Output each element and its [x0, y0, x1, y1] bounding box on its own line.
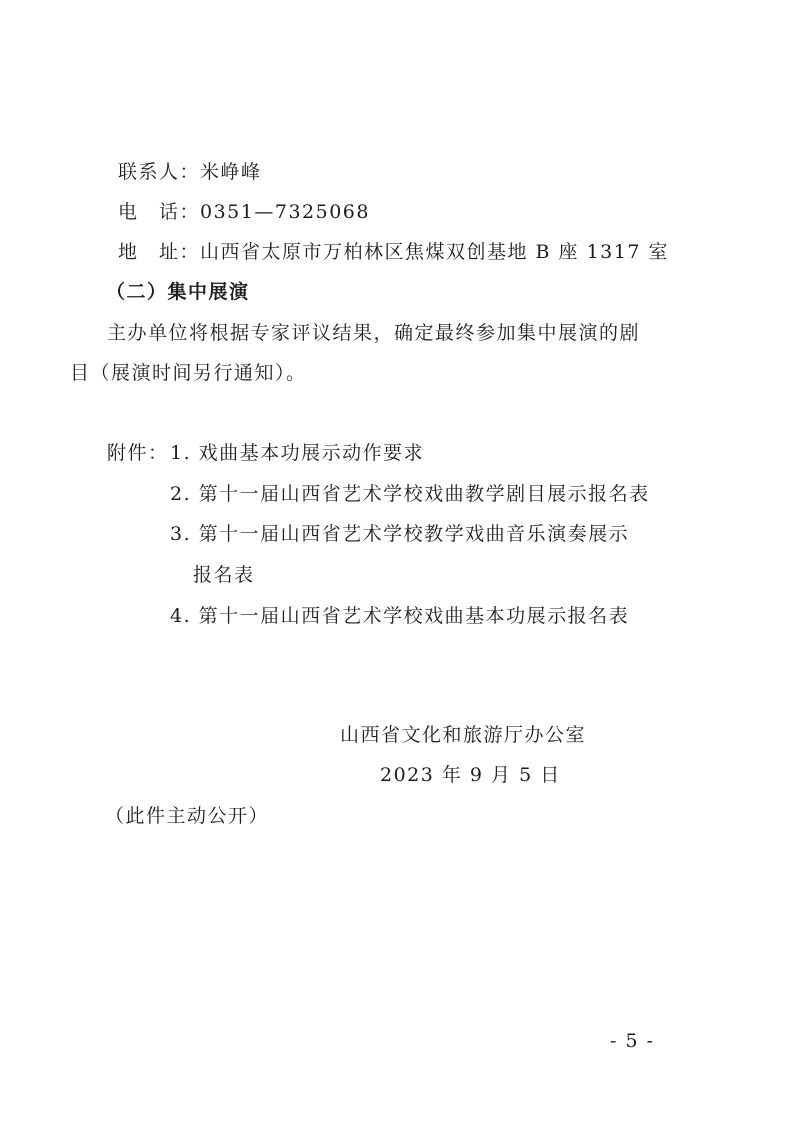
attachment-item-3-line1: 3. 第十一届山西省艺术学校教学戏曲音乐演奏展示: [170, 523, 630, 545]
section-paragraph-line1: 主办单位将根据专家评议结果，确定最终参加集中展演的剧: [107, 322, 641, 344]
section-heading: （二）集中展演: [106, 281, 250, 303]
attachment-item-4: 4. 第十一届山西省艺术学校戏曲基本功展示报名表: [170, 605, 630, 627]
signature-org: 山西省文化和旅游厅办公室: [340, 724, 587, 746]
page-number: - 5 -: [610, 1030, 655, 1052]
attachments-label: 附件：: [107, 442, 169, 464]
contact-person: 联系人：米峥峰: [118, 161, 262, 183]
contact-address: 地 址：山西省太原市万柏林区焦煤双创基地 B 座 1317 室: [118, 241, 669, 263]
signature-date: 2023 年 9 月 5 日: [380, 764, 561, 786]
contact-phone: 电 话：0351—7325068: [118, 201, 370, 223]
disclosure-note: （此件主动公开）: [105, 805, 270, 827]
attachment-item-1: 1. 戏曲基本功展示动作要求: [170, 442, 425, 464]
attachment-item-2: 2. 第十一届山西省艺术学校戏曲教学剧目展示报名表: [170, 483, 650, 505]
attachment-item-3-line2: 报名表: [193, 564, 255, 586]
section-paragraph-line2: 目（展演时间另行通知）。: [70, 362, 307, 384]
